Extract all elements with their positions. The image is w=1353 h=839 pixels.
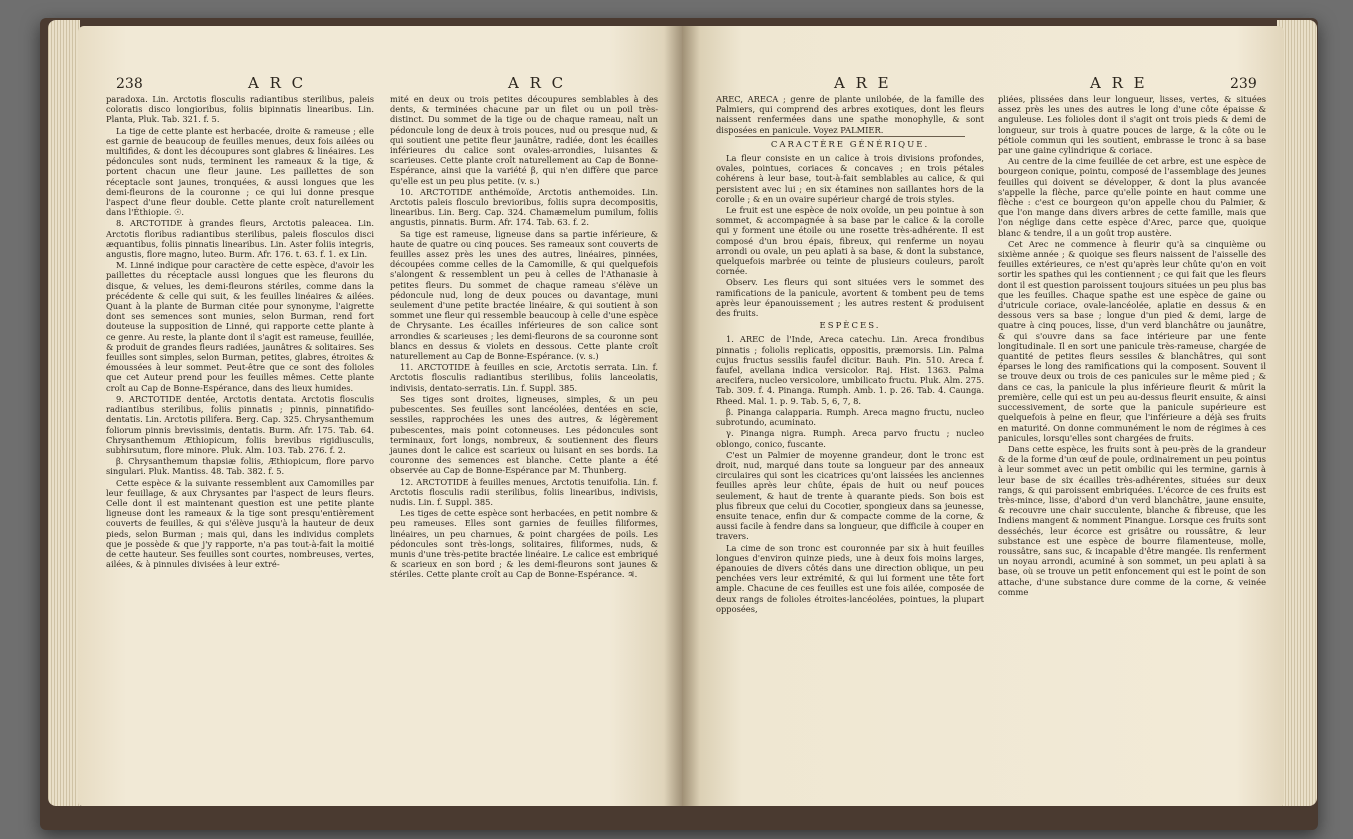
right-running-head-2: A R E [1090, 74, 1148, 92]
left-page-number: 238 [116, 76, 143, 92]
section-heading: ESPÈCES. [819, 321, 881, 332]
paragraph: Le fruit est une espèce de noix ovoïde, un peu pointue à son sommet, & accompagnée à sa base par le calice & la corolle qui y forment une étoile ou une rosette très-adhérente. Il est composé d'un brou épais, fibreux, qui renferme un noyau arrondi ou ovale, un peu aplati à sa base, & dont la substance, quelquefois marbrée ou teinte de plusieurs couleurs, paroît cornée. [716, 205, 984, 277]
left-column-1 [106, 94, 374, 570]
paragraph: La fleur consiste en un calice à trois divisions profondes, ovales, pointues, coriaces & concaves ; en trois pétales cohérens à leur base, tout-à-fait semblables au calice, & qui persistent avec lui ; en six étamines non saillantes hors de la corolle ; & en un ovaire supérieur chargé de trois styles. [716, 153, 984, 204]
paragraph: 10. ARCTOTIDE anthémoïde, Arctotis anthemoides. Lin. Arctotis paleis flosculo brevioribus, foliis supra decompositis, linearibus. Lin. Berg. Cap. 324. Chamæmelum pumilum, foliis angustis, pinnatis. Burm. Afr. 174. Tab. 63. f. 2. [390, 186, 658, 228]
paragraph: C'est un Palmier de moyenne grandeur, dont le tronc est droit, nud, marqué dans toute sa longueur par des anneaux circulaires qui sont les cicatrices qu'ont laissées les anciennes feuilles après leur chûte, épais de huit ou neuf pouces seulement, & haut de trente à quarante pieds. Son bois est plus fibreux que celui du Cocotier, spongieux dans sa jeunesse, ensuite tenace, enfin dur & compacte comme de la corne, & aussi facile à fendre dans sa longueur, que difficile à couper en travers. [716, 449, 984, 542]
paragraph: La cime de son tronc est couronnée par six à huit feuilles longues d'environ quinze pieds, une à deux fois moins larges, épanouies de divers côtés dans une direction oblique, un peu penchées vers leur extrémité, & qui lui forment une tête fort ample. Chacune de ces feuilles est une fois ailée, composée de deux rangs de folioles étroites-lancéolées, pointues, la plupart opposées, [716, 542, 984, 614]
right-column-1 [716, 94, 984, 615]
right-column-2 [998, 94, 1266, 598]
paragraph: β. Chrysanthemum thapsiæ foliis, Æthiopicum, flore parvo singulari. Pluk. Mantiss. 48. Tab. 382. f. 5. [106, 456, 374, 477]
paragraph: 9. ARCTOTIDE dentée, Arctotis dentata. Arctotis flosculis radiantibus sterilibus, foliis pinnatis ; pinnis, pinnatifido-dentatis. Lin. Arctotis pilifera. Berg. Cap. 325. Chrysanthemum foliorum pinnis brevissimis, dentatis. Burm. Afr. 175. Tab. 64. Chrysanthemum Æthiopicum, foliis brevibus rigidiusculis, subhirsutum, flore minore. Pluk. Alm. 103. Tab. 276. f. 2. [106, 393, 374, 455]
paragraph: Ses tiges sont droites, ligneuses, simples, & un peu pubescentes. Ses feuilles sont lancéolées, dentées en scie, sessiles, rapprochées les unes des autres, & légèrement pubescentes, mais point cotonneuses. Les pédoncules sont terminaux, fort longs, nombreux, & soutiennent des fleurs jaunes dont le calice est scarieux ou luisant en ses bords. La couronne des semences est blanche. Cette plante a été observée au Cap de Bonne-Espérance par M. Thunberg. [390, 393, 658, 476]
paragraph: 8. ARCTOTIDE à grandes fleurs, Arctotis paleacea. Lin. Arctotis floribus radiantibus sterilibus, paleis flosculos disci æquantibus, foliis pinnatis linearibus. Lin. Aster foliis integris, angustis, flore magno, luteo. Burm. Afr. 176. t. 63. f. 1. ex Lin. [106, 218, 374, 260]
paragraph: pliées, plissées dans leur longueur, lisses, vertes, & situées assez près les unes des autres le long d'une côte épaisse & anguleuse. Les folioles dont il s'agit ont trois pieds & demi de longueur, sur trois à quatre pouces de large, & la côte ou le pétiole commun qui les soutient, embrasse le tronc à sa base par une gaine cylindrique & coriace. [998, 94, 1266, 156]
left-column-2 [390, 94, 658, 581]
left-running-head-2: A R C [508, 74, 567, 92]
paragraph: mité en deux ou trois petites découpures semblables à des dents, & terminées chacune par un filet ou un poil très-distinct. Du sommet de la tige ou de chaque rameau, naît un pédoncule long de deux à trois pouces, nud ou presque nud, & qui soutient une petite fleur jaunâtre, radiée, dont les écailles inférieures du calice sont ovales-arrondies, luisantes & scarieuses. Cette plante croît naturellement au Cap de Bonne-Espérance, ainsi que la variété β, qui n'en diffère que parce qu'elle est un peu plus petite. (v. s.) [390, 94, 658, 186]
paragraph: paradoxa. Lin. Arctotis flosculis radiantibus sterilibus, paleis coloratis disco longioribus, foliis bipinnatis linearibus. Lin. Planta, Pluk. Tab. 321. f. 5. [106, 94, 374, 125]
right-page [682, 26, 1284, 806]
paragraph: Les tiges de cette espèce sont herbacées, en petit nombre & peu rameuses. Elles sont garnies de feuilles filiformes, linéaires, un peu charnues, & point chargées de poils. Les pédoncules sont très-longs, solitaires, filiformes, nuds, & munis d'une très-petite bractée linéaire. Le calice est embriqué & scarieux en son bord ; & les demi-fleurons sont jaunes & stériles. Cette plante croît au Cap de Bonne-Espérance. ♃. [390, 508, 658, 580]
section-heading: CARACTÈRE GÉNÉRIQUE. [770, 139, 930, 150]
paragraph: 1. AREC de l'Inde, Areca catechu. Lin. Areca frondibus pinnatis ; foliolis replicatis, oppositis, præmorsis. Lin. Palma cujus fructus sessilis faufel dicitur. Bauh. Pin. 510. Areca f. faufel, avellana indica versicolor. Raj. Hist. 1363. Palma arecifera, nucleo versicolore, umbilicato fructu. Pluk. Alm. 275. Tab. 309. f. 4. Pinanga. Rumph. Amb. 1. p. 26. Tab. 4. Caunga. Rheed. Mal. 1. p. 9. Tab. 5, 6, 7, 8. [716, 334, 984, 406]
paragraph: Au centre de la cime feuillée de cet arbre, est une espèce de bourgeon conique, pointu, composé de l'assemblage des jeunes feuilles qui doivent se développer, & dont la plus avancée s'appelle la flèche, parce qu'elle pointe en haut comme une flèche : c'est ce bourgeon qu'on appelle chou du Palmier, & que l'on mange dans divers arbres de cette famille, mais que l'on néglige dans cette espèce d'Arec, parce que, quoique blanc & tendre, il a un goût trop austère. [998, 156, 1266, 238]
paragraph: Observ. Les fleurs qui sont situées vers le sommet des ramifications de la panicule, avortent & tombent peu de tems après leur épanouissement ; les autres restent & produisent des fruits. [716, 277, 984, 319]
paragraph: 12. ARCTOTIDE à feuilles menues, Arctotis tenuifolia. Lin. f. Arctotis flosculis radii sterilibus, foliis linearibus, indivisis, nudis. Lin. f. Suppl. 385. [390, 476, 658, 507]
right-page-number: 239 [1230, 76, 1257, 92]
paragraph: Cette espèce & la suivante ressemblent aux Camomilles par leur feuillage, & aux Chrysantes par l'aspect de leurs fleurs. Celle dont il est maintenant question est une petite plante ligneuse dont les rameaux & la tige sont presqu'entièrement couverts de feuilles, & qui s'élève jusqu'à la hauteur de deux pieds, selon Burman ; mais qui, dans les individus complets que je possède & que j'y rapporte, n'a pas tout-à-fait la moitié de cette hauteur. Ses feuilles sont courtes, nombreuses, vertes, ailées, & à pinnules divisées à leur extré- [106, 477, 374, 570]
paragraph: γ. Pinanga nigra. Rumph. Areca parvo fructu ; nucleo oblongo, conico, fuscante. [716, 428, 984, 449]
separator-rule [735, 136, 965, 137]
paragraph: La tige de cette plante est herbacée, droite & rameuse ; elle est garnie de beaucoup de feuilles menues, deux fois ailées ou multifides, & dont les découpures sont glabres & linéaires. Les pédoncules sont nuds, terminent les rameaux & la tige, & portent chacun une fleur jaune. Les paillettes de son réceptacle sont jaunes, tronquées, & aussi longues que les demi-fleurons de la couronne ; ce qui lui donne presque l'aspect d'une fleur double. Cette plante croît naturellement dans l'Éthiopie. ☉. [106, 125, 374, 218]
paragraph: 11. ARCTOTIDE à feuilles en scie, Arctotis serrata. Lin. f. Arctotis flosculis radiantibus sterilibus, foliis lanceolatis, indivisis, dentato-serratis. Lin. f. Suppl. 385. [390, 362, 658, 393]
paragraph: Dans cette espèce, les fruits sont à peu-près de la grandeur & de la forme d'un œuf de poule, ordinairement un peu pointus à leur sommet avec un petit ombilic qui les termine, garnis à leur base de six écailles très-adhérentes, situées sur deux rangs, & qui paroissent embriquées. L'écorce de ces fruits est très-mince, lisse, d'abord d'un verd blanchâtre, jaune ensuite, & recouvre une chair succulente, blanche & fibreuse, que les Indiens mangent & nomment Pinangue. Lorsque ces fruits sont desséchés, leur écorce est grisâtre ou roussâtre, & leur substance est une espèce de bourre filamenteuse, molle, roussâtre, sans suc, & incapable d'être mangée. Ils renferment un noyau arrondi, acuminé à son sommet, un peu aplati à sa base, où se trouve un petit enfoncement qui est le point de son attache, d'une substance dure comme de la corne, & veinée comme [998, 443, 1266, 597]
left-running-head-1: A R C [248, 74, 307, 92]
paragraph: Sa tige est rameuse, ligneuse dans sa partie inférieure, & haute de quatre ou cinq pouces. Ses rameaux sont couverts de feuilles assez près les unes des autres, linéaires, pinnées, découpées comme celles de la Camomille, & qui quelquefois s'alongent & ressemblent un peu à celles de l'Athanasie à petites fleurs. Du sommet de chaque rameau s'élève un pédoncule nud, long de deux pouces ou davantage, muni seulement d'une petite bractée linéaire, & qui soutient à son sommet une fleur qui ressemble beaucoup à celle d'une espèce de Chrysante. Les écailles inférieures de son calice sont arrondies & scarieuses ; les demi-fleurons de sa couronne sont blancs en dessus & violets en dessous. Cette plante croît naturellement au Cap de Bonne-Espérance. (v. s.) [390, 228, 658, 362]
paragraph: β. Pinanga calapparia. Rumph. Areca magno fructu, nucleo subrotundo, acuminato. [716, 406, 984, 428]
paragraph: Cet Arec ne commence à fleurir qu'à sa cinquième ou sixième année ; & quoique ses fleurs naissent de l'aisselle des feuilles extérieures, ce n'est qu'après leur chûte qu'on en voit sortir les spathes qui les contiennent ; ce qui fait que les fleurs dont il est question paroissent toujours situées un peu plus bas que les feuilles. Chaque spathe est une espèce de gaine ou d'utricule coriace, ovale-lancéolée, aplatie en dessus & en dessous vers sa base ; longue d'un pied & demi, large de quatre à cinq pouces, lisse, d'un verd blanchâtre ou jaunâtre, & qui s'ouvre dans sa face intérieure par une fente longitudinale. Il en sort une panicule très-rameuse, chargée de quantité de petites fleurs sessiles & blanchâtres, qui sont éparses le long des ramifications qui la composent. Souvent il se trouve deux ou trois de ces panicules sur le même pied ; & dans ce cas, la panicule la plus inférieure fleurit & mûrit la première, celle qui est un peu au-dessus fleurit ensuite, & ainsi successivement, de sorte que la panicule supérieure est quelquefois à peine en fleur, que l'inférieure a déjà ses fruits en maturité. On donne communément le nom de régimes à ces panicules, lorsqu'elles sont chargées de fruits. [998, 238, 1266, 443]
left-page-edges [48, 20, 80, 806]
paragraph: M. Linné indique pour caractère de cette espèce, d'avoir les paillettes du réceptacle aussi longues que les fleurons du disque, & velues, les demi-fleurons stériles, comme dans la précédente & celle qui suit, & les feuilles linéaires & ailées. Quant à la plante de Burman citée pour synonyme, l'aigrette dont ses semences sont munies, selon Burman, rend fort douteuse la supposition de Linné, qui rapporte cette plante à ce genre. Au reste, la plante dont il s'agit est rameuse, feuillée, & produit de grandes fleurs radiées, jaunâtres & solitaires. Ses feuilles sont simples, selon Burman, petites, glabres, étroites & émoussées à leur sommet. Peut-être que ce sont des folioles que cet Auteur prend pour les feuilles mêmes. Cette plante croît au Cap de Bonne-Espérance, dans des lieux humides. [106, 260, 374, 393]
right-running-head-1: A R E [834, 74, 892, 92]
paragraph: AREC, ARECA ; genre de plante unilobée, de la famille des Palmiers, qui comprend des arbres exotiques, dont les fleurs naissent renfermées dans une spathe monophylle, & sont disposées en panicule. Voyez PALMIER. [716, 94, 984, 135]
left-page [78, 26, 682, 806]
